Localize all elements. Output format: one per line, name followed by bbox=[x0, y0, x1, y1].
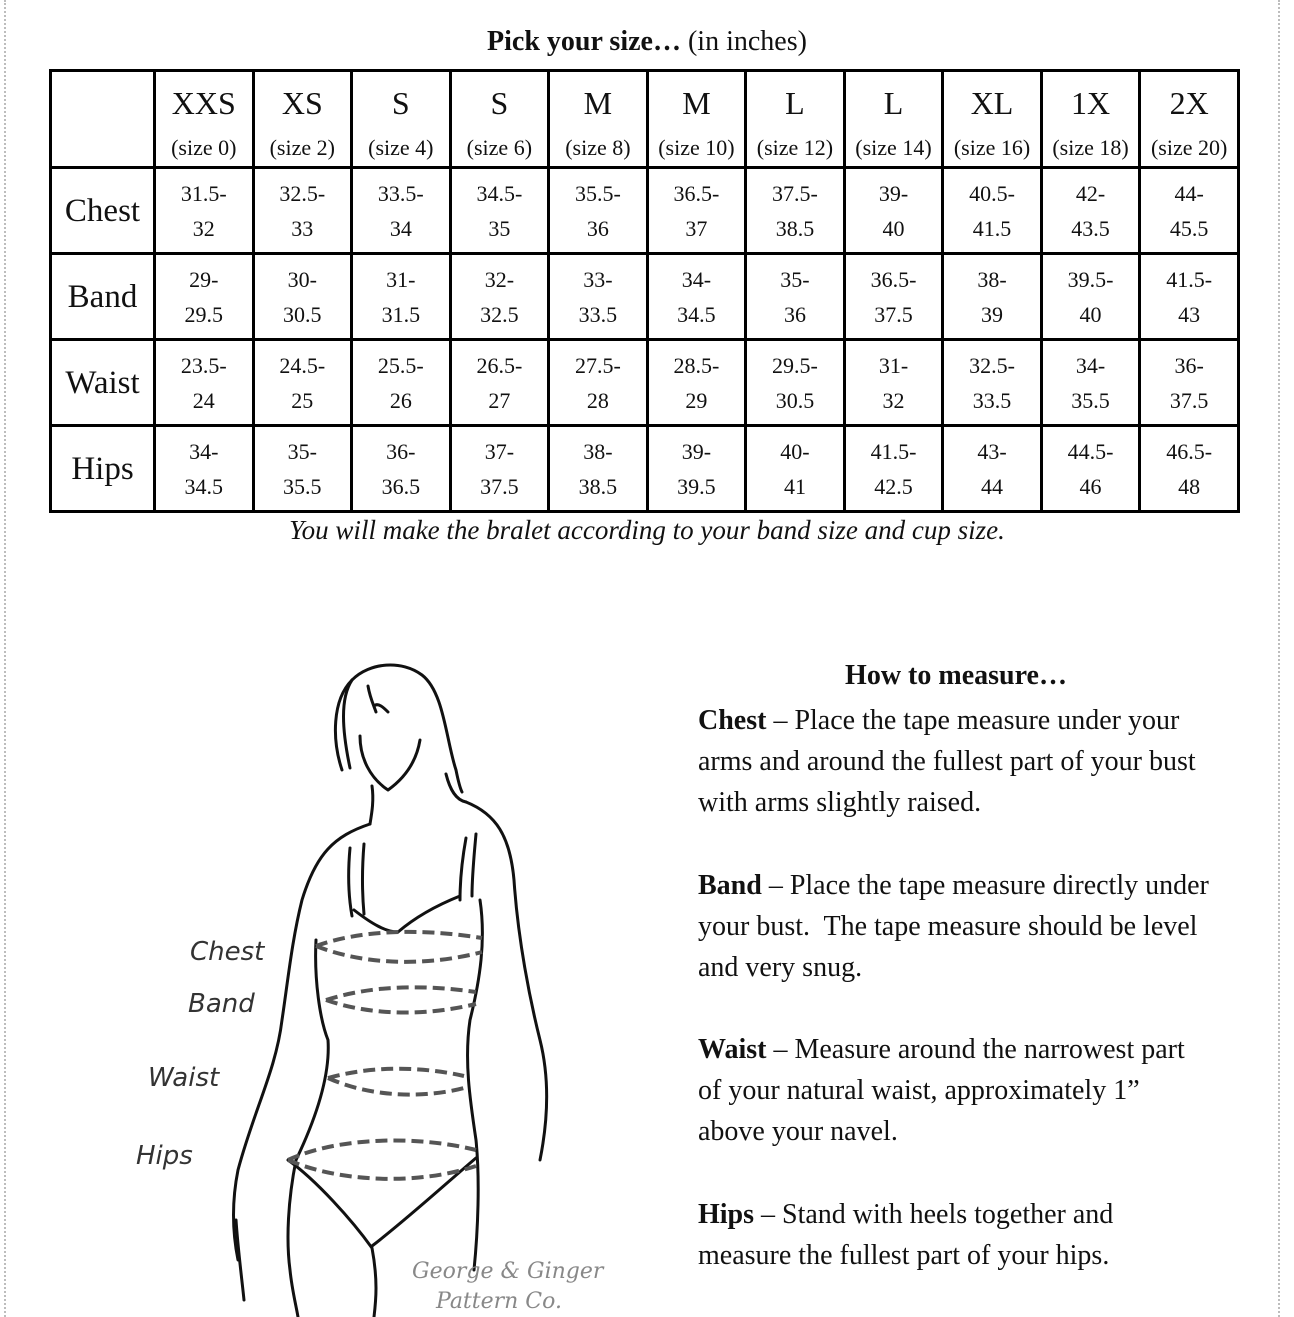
howto-text: with arms slightly raised. bbox=[698, 787, 982, 818]
size-number: (size 10) bbox=[658, 135, 735, 160]
range-start: 37.5- bbox=[772, 180, 818, 206]
range-start: 34- bbox=[681, 266, 712, 292]
measurement-cell bbox=[844, 254, 943, 340]
measurement-cell bbox=[450, 254, 549, 340]
measurement-cell bbox=[943, 254, 1042, 340]
measurement-cell bbox=[647, 340, 746, 426]
measurement-cell bbox=[647, 168, 746, 254]
hair-strand bbox=[368, 686, 388, 712]
face-outline bbox=[360, 736, 420, 790]
range-end: 39 bbox=[981, 301, 1004, 327]
range-start: 27.5- bbox=[574, 352, 621, 378]
range-end: 41.5 bbox=[972, 215, 1012, 241]
range-start: 35.5- bbox=[574, 180, 621, 206]
title-bold: Pick your size… bbox=[487, 26, 681, 57]
measurement-cell bbox=[253, 340, 352, 426]
size-header-cell bbox=[155, 71, 254, 168]
measurement-cell bbox=[746, 168, 845, 254]
howto-line bbox=[698, 947, 1228, 988]
size-number: (size 18) bbox=[1052, 135, 1129, 160]
waist-line-2 bbox=[328, 1078, 464, 1095]
range-start: 44- bbox=[1174, 180, 1204, 206]
range-start: 30- bbox=[287, 266, 317, 292]
measurement-cell bbox=[1041, 168, 1140, 254]
size-letter: L bbox=[785, 85, 805, 121]
range-end: 32 bbox=[882, 387, 905, 413]
howto-item-waist bbox=[698, 1029, 1228, 1152]
range-end: 32.5 bbox=[480, 301, 519, 327]
howto-line bbox=[698, 1194, 1228, 1235]
size-header-cell bbox=[844, 71, 943, 168]
measurement-label: Band bbox=[51, 254, 155, 340]
howto-text: your bust. The tape measure should be level bbox=[698, 911, 1198, 942]
page-title bbox=[0, 24, 1294, 60]
measurement-cell bbox=[1041, 340, 1140, 426]
size-header-cell bbox=[943, 71, 1042, 168]
measurement-label: Chest bbox=[51, 168, 155, 254]
size-header-cell bbox=[746, 71, 845, 168]
neck-right bbox=[446, 774, 466, 802]
strap-right-2 bbox=[472, 834, 476, 896]
howto-line bbox=[698, 865, 1228, 906]
title-units: (in inches) bbox=[687, 26, 807, 57]
measurement-cell bbox=[844, 426, 943, 512]
size-header-cell bbox=[647, 71, 746, 168]
size-header-cell bbox=[253, 71, 352, 168]
bralet-top bbox=[354, 896, 460, 932]
howto-item-chest bbox=[698, 700, 1228, 823]
size-number: (size 8) bbox=[565, 135, 631, 160]
range-end: 26 bbox=[389, 387, 412, 413]
range-start: 39.5- bbox=[1067, 266, 1114, 292]
range-start: 35- bbox=[780, 266, 810, 292]
range-end: 41 bbox=[783, 473, 806, 499]
howto-text: of your natural waist, approximately 1” bbox=[698, 1075, 1140, 1106]
measurement-cell bbox=[647, 426, 746, 512]
howto-text: – Place the tape measure under your bbox=[773, 705, 1180, 736]
range-end: 34.5 bbox=[677, 301, 716, 327]
range-start: 40.5- bbox=[969, 180, 1015, 206]
howto-text: arms and around the fullest part of your bust bbox=[698, 746, 1196, 777]
range-start: 25.5- bbox=[377, 352, 424, 378]
size-header-cell bbox=[450, 71, 549, 168]
size-number: (size 12) bbox=[756, 135, 834, 160]
range-end: 39.5 bbox=[677, 473, 716, 499]
measurement-cell bbox=[155, 340, 254, 426]
range-start: 46.5- bbox=[1166, 438, 1213, 464]
range-end: 33.5 bbox=[972, 387, 1012, 413]
range-start: 34- bbox=[1075, 352, 1106, 378]
measurement-label: Hips bbox=[51, 426, 155, 512]
range-start: 38- bbox=[583, 438, 613, 464]
measurement-cell bbox=[352, 168, 451, 254]
howto-line bbox=[698, 1111, 1228, 1152]
howto-line bbox=[698, 1029, 1228, 1070]
hair-back bbox=[344, 680, 353, 768]
range-start: 24.5- bbox=[279, 352, 326, 378]
range-end: 31.5 bbox=[381, 301, 421, 327]
measurement-cell bbox=[1041, 426, 1140, 512]
measurement-row-hips bbox=[51, 426, 1239, 512]
range-start: 40- bbox=[780, 438, 810, 464]
range-start: 31.5- bbox=[180, 180, 227, 206]
measurement-cell bbox=[155, 168, 254, 254]
size-letter: L bbox=[883, 85, 904, 121]
range-end: 28 bbox=[586, 387, 609, 413]
range-start: 32.5- bbox=[969, 352, 1015, 378]
size-letter: XS bbox=[281, 85, 323, 121]
size-number: (size 4) bbox=[368, 135, 434, 160]
measurement-cell bbox=[352, 426, 451, 512]
measurement-cell bbox=[647, 254, 746, 340]
size-letter: XL bbox=[970, 85, 1014, 121]
measurement-row-band bbox=[51, 254, 1239, 340]
measurement-cell bbox=[1140, 340, 1239, 426]
range-end: 46 bbox=[1079, 473, 1102, 499]
measurement-figure-illustration bbox=[120, 640, 620, 1317]
howto-title: How to measure… bbox=[845, 660, 1067, 691]
measurement-cell bbox=[549, 254, 648, 340]
range-end: 33 bbox=[291, 215, 314, 241]
howto-term: Hips bbox=[698, 1199, 755, 1230]
range-start: 34.5- bbox=[476, 180, 523, 206]
chest-band-line-2 bbox=[316, 946, 482, 962]
howto-line bbox=[698, 906, 1228, 947]
range-end: 25 bbox=[291, 387, 314, 413]
measurement-cell bbox=[450, 168, 549, 254]
range-start: 36.5- bbox=[673, 180, 720, 206]
howto-text: above your navel. bbox=[698, 1116, 898, 1147]
range-start: 39- bbox=[681, 438, 712, 464]
range-end: 35.5 bbox=[283, 473, 322, 499]
howto-term: Waist bbox=[698, 1034, 767, 1065]
range-end: 27 bbox=[488, 387, 511, 413]
corner-cell bbox=[51, 71, 155, 168]
range-start: 41.5- bbox=[870, 438, 917, 464]
range-start: 36.5- bbox=[870, 266, 917, 292]
measurement-cell bbox=[1140, 168, 1239, 254]
howto-item-band bbox=[698, 865, 1228, 988]
brand-line-1: George & Ginger bbox=[412, 1259, 604, 1284]
range-start: 33.5- bbox=[377, 180, 424, 206]
band-line-2 bbox=[326, 1000, 476, 1013]
range-end: 44 bbox=[981, 473, 1004, 499]
range-end: 40 bbox=[882, 215, 905, 241]
measurement-row-chest bbox=[51, 168, 1239, 254]
range-end: 29 bbox=[685, 387, 708, 413]
leg-right bbox=[372, 1158, 476, 1246]
size-number: (size 14) bbox=[855, 135, 932, 160]
measurement-cell bbox=[549, 340, 648, 426]
strap-left-2 bbox=[363, 844, 365, 914]
measurement-cell bbox=[450, 426, 549, 512]
range-end: 42.5 bbox=[874, 473, 913, 499]
range-start: 41.5- bbox=[1166, 266, 1213, 292]
size-letter: S bbox=[490, 85, 509, 121]
measurement-cell bbox=[549, 426, 648, 512]
range-start: 23.5- bbox=[180, 352, 227, 378]
range-end: 37.5 bbox=[480, 473, 519, 499]
range-start: 31- bbox=[386, 266, 416, 292]
howto-term: Chest bbox=[698, 705, 767, 736]
range-end: 37 bbox=[685, 215, 708, 241]
measurement-label: Waist bbox=[51, 340, 155, 426]
measurement-cell bbox=[253, 254, 352, 340]
measurement-cell bbox=[943, 168, 1042, 254]
range-start: 36- bbox=[386, 438, 416, 464]
range-end: 40 bbox=[1079, 301, 1102, 327]
leg-left bbox=[288, 1160, 376, 1317]
size-letter: S bbox=[391, 85, 410, 121]
figure-label-waist: Waist bbox=[148, 1063, 220, 1093]
range-start: 37- bbox=[484, 438, 515, 464]
size-header-cell bbox=[549, 71, 648, 168]
strap-right bbox=[460, 838, 466, 900]
range-end: 35.5 bbox=[1071, 387, 1110, 413]
range-end: 36 bbox=[783, 301, 806, 327]
range-start: 28.5- bbox=[673, 352, 720, 378]
measurement-cell bbox=[352, 340, 451, 426]
howto-line bbox=[698, 700, 1228, 741]
strap-left bbox=[349, 848, 352, 916]
hips-line bbox=[288, 1141, 476, 1160]
waist-line bbox=[328, 1069, 464, 1078]
measurement-cell bbox=[155, 254, 254, 340]
range-end: 43.5 bbox=[1071, 215, 1110, 241]
measurement-cell bbox=[450, 340, 549, 426]
measurement-cell bbox=[1140, 254, 1239, 340]
range-start: 39- bbox=[878, 180, 909, 206]
brand-line-2: Pattern Co. bbox=[436, 1289, 562, 1314]
range-end: 36 bbox=[586, 215, 609, 241]
page-border-left bbox=[4, 0, 6, 1317]
size-header-cell bbox=[1140, 71, 1239, 168]
figure-label-band: Band bbox=[188, 989, 255, 1019]
range-start: 38- bbox=[977, 266, 1007, 292]
hair-outline bbox=[335, 665, 462, 792]
size-header-cell bbox=[352, 71, 451, 168]
range-end: 38.5 bbox=[775, 215, 815, 241]
range-end: 30.5 bbox=[283, 301, 322, 327]
howto-term: Band bbox=[698, 870, 762, 901]
range-start: 29- bbox=[189, 266, 219, 292]
howto-line bbox=[698, 782, 1228, 823]
range-end: 34 bbox=[389, 215, 412, 241]
howto-item-hips bbox=[698, 1194, 1228, 1276]
size-number: (size 0) bbox=[171, 135, 237, 160]
measurement-cell bbox=[253, 168, 352, 254]
size-letter: M bbox=[583, 85, 613, 121]
figure-label-chest: Chest bbox=[190, 937, 265, 967]
measurement-cell bbox=[943, 426, 1042, 512]
size-letter: M bbox=[682, 85, 711, 121]
range-start: 29.5- bbox=[772, 352, 818, 378]
page-border-right bbox=[1278, 0, 1280, 1317]
size-letter: 1X bbox=[1070, 85, 1111, 121]
range-end: 35 bbox=[488, 215, 511, 241]
size-number: (size 20) bbox=[1150, 135, 1228, 160]
measurement-cell bbox=[253, 426, 352, 512]
range-start: 44.5- bbox=[1067, 438, 1114, 464]
measurement-cell bbox=[352, 254, 451, 340]
size-header-cell bbox=[1041, 71, 1140, 168]
measurement-cell bbox=[1041, 254, 1140, 340]
size-number: (size 2) bbox=[269, 135, 335, 160]
range-end: 24 bbox=[192, 387, 215, 413]
neck-left bbox=[370, 786, 373, 824]
range-start: 42- bbox=[1075, 180, 1106, 206]
measurement-cell bbox=[155, 426, 254, 512]
table-note: You will make the bralet according to your band size and cup size. bbox=[289, 515, 1005, 545]
range-end: 32 bbox=[192, 215, 215, 241]
measurement-cell bbox=[943, 340, 1042, 426]
torso-left bbox=[288, 940, 328, 1317]
measurement-cell bbox=[746, 340, 845, 426]
range-end: 48 bbox=[1178, 473, 1201, 499]
measurement-cell bbox=[746, 254, 845, 340]
range-end: 43 bbox=[1178, 301, 1201, 327]
measurement-cell bbox=[746, 426, 845, 512]
measurement-cell bbox=[844, 168, 943, 254]
hips-line-2 bbox=[288, 1160, 476, 1179]
range-end: 45.5 bbox=[1169, 215, 1209, 241]
chest-band-line bbox=[316, 932, 482, 946]
range-end: 34.5 bbox=[184, 473, 224, 499]
range-start: 31- bbox=[878, 352, 909, 378]
size-chart-table bbox=[49, 69, 1240, 513]
howto-line bbox=[698, 1070, 1228, 1111]
measurement-cell bbox=[549, 168, 648, 254]
range-start: 35- bbox=[287, 438, 317, 464]
range-end: 30.5 bbox=[775, 387, 815, 413]
measurement-row-waist bbox=[51, 340, 1239, 426]
size-number: (size 16) bbox=[953, 135, 1031, 160]
range-end: 37.5 bbox=[1169, 387, 1209, 413]
howto-text: – Place the tape measure directly under bbox=[768, 870, 1209, 901]
range-start: 33- bbox=[583, 266, 613, 292]
measurement-cell bbox=[844, 340, 943, 426]
range-start: 26.5- bbox=[476, 352, 523, 378]
range-start: 32- bbox=[484, 266, 515, 292]
figure-label-hips: Hips bbox=[136, 1141, 193, 1171]
range-end: 36.5 bbox=[381, 473, 421, 499]
size-letter: XXS bbox=[171, 85, 236, 121]
range-end: 38.5 bbox=[578, 473, 618, 499]
range-start: 34- bbox=[189, 438, 219, 464]
range-start: 32.5- bbox=[279, 180, 326, 206]
range-end: 29.5 bbox=[184, 301, 224, 327]
howto-text: – Stand with heels together and bbox=[761, 1199, 1114, 1230]
range-end: 37.5 bbox=[874, 301, 913, 327]
band-line bbox=[326, 987, 476, 1000]
size-header-row bbox=[51, 71, 1239, 168]
size-letter: 2X bbox=[1169, 85, 1209, 121]
howto-text: and very snug. bbox=[698, 952, 863, 983]
measurement-cell bbox=[1140, 426, 1239, 512]
size-number: (size 6) bbox=[466, 135, 533, 160]
range-start: 43- bbox=[977, 438, 1007, 464]
range-start: 36- bbox=[1174, 352, 1204, 378]
howto-text: – Measure around the narrowest part bbox=[773, 1034, 1185, 1065]
range-end: 33.5 bbox=[578, 301, 618, 327]
howto-text: measure the fullest part of your hips. bbox=[698, 1240, 1110, 1271]
howto-line bbox=[698, 1235, 1228, 1276]
howto-line bbox=[698, 741, 1228, 782]
